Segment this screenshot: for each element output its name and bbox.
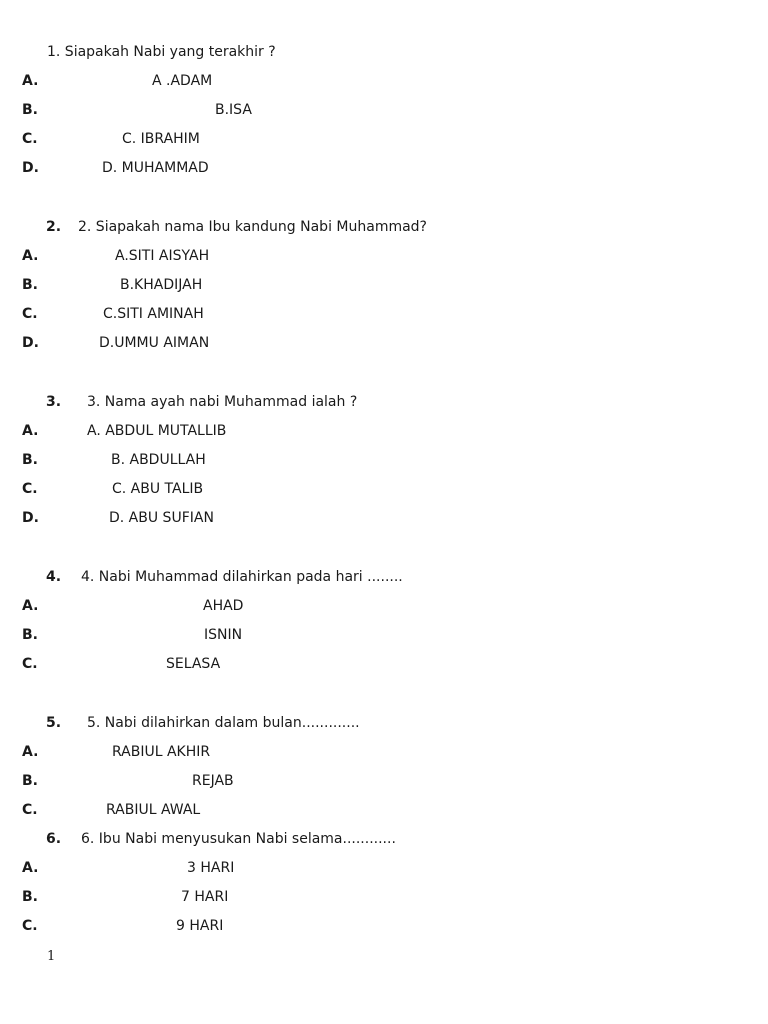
question-6-text: 6. Ibu Nabi menyusukan Nabi selama............ xyxy=(81,831,396,847)
q6-option-b-text: 7 HARI xyxy=(181,889,229,905)
question-4-number: 4. xyxy=(46,569,62,585)
q6-option-b-letter: B. xyxy=(22,889,38,905)
question-2-number: 2. xyxy=(46,219,62,235)
q5-option-a-letter: A. xyxy=(22,744,39,760)
q6-option-c-text: 9 HARI xyxy=(176,918,224,934)
q1-option-b-letter: B. xyxy=(22,102,38,118)
q1-option-a-text: A .ADAM xyxy=(152,73,213,89)
question-4-text: 4. Nabi Muhammad dilahirkan pada hari ........ xyxy=(81,569,403,585)
question-6-number: 6. xyxy=(46,831,62,847)
q1-option-d-text: D. MUHAMMAD xyxy=(102,160,209,176)
q3-option-c-text: C. ABU TALIB xyxy=(112,481,204,497)
q2-option-c-letter: C. xyxy=(22,306,38,322)
question-3-text: 3. Nama ayah nabi Muhammad ialah ? xyxy=(87,394,358,410)
q2-option-b-letter: B. xyxy=(22,277,38,293)
q2-option-b-text: B.KHADIJAH xyxy=(120,277,203,293)
q3-option-c-letter: C. xyxy=(22,481,38,497)
question-5-number: 5. xyxy=(46,715,62,731)
q1-option-b-text: B.ISA xyxy=(215,102,252,118)
q3-option-a-text: A. ABDUL MUTALLIB xyxy=(87,423,227,439)
q4-option-a-letter: A. xyxy=(22,598,39,614)
q2-option-d-letter: D. xyxy=(22,335,39,351)
q6-option-a-letter: A. xyxy=(22,860,39,876)
q5-option-a-text: RABIUL AKHIR xyxy=(112,744,211,760)
q2-option-a-letter: A. xyxy=(22,248,39,264)
page-number: 1 xyxy=(47,949,56,964)
q6-option-a-text: 3 HARI xyxy=(187,860,235,876)
q3-option-d-letter: D. xyxy=(22,510,39,526)
q6-option-c-letter: C. xyxy=(22,918,38,934)
q2-option-c-text: C.SITI AMINAH xyxy=(103,306,204,322)
q5-option-b-letter: B. xyxy=(22,773,38,789)
q4-option-a-text: AHAD xyxy=(203,598,244,614)
q5-option-c-letter: C. xyxy=(22,802,38,818)
q4-option-b-letter: B. xyxy=(22,627,38,643)
q5-option-b-text: REJAB xyxy=(192,773,234,789)
q4-option-b-text: ISNIN xyxy=(204,627,243,643)
question-3-number: 3. xyxy=(46,394,62,410)
q3-option-b-text: B. ABDULLAH xyxy=(111,452,206,468)
q4-option-c-text: SELASA xyxy=(166,656,221,672)
q4-option-c-letter: C. xyxy=(22,656,38,672)
q2-option-d-text: D.UMMU AIMAN xyxy=(99,335,210,351)
q1-option-a-letter: A. xyxy=(22,73,39,89)
q3-option-b-letter: B. xyxy=(22,452,38,468)
question-5-text: 5. Nabi dilahirkan dalam bulan............. xyxy=(87,715,360,731)
question-2-text: 2. Siapakah nama Ibu kandung Nabi Muhammad? xyxy=(78,219,427,235)
q3-option-a-letter: A. xyxy=(22,423,39,439)
q3-option-d-text: D. ABU SUFIAN xyxy=(109,510,214,526)
question-1-text: 1. Siapakah Nabi yang terakhir ? xyxy=(47,44,276,60)
q1-option-c-text: C. IBRAHIM xyxy=(122,131,200,147)
q1-option-d-letter: D. xyxy=(22,160,39,176)
q5-option-c-text: RABIUL AWAL xyxy=(106,802,201,818)
q2-option-a-text: A.SITI AISYAH xyxy=(115,248,210,264)
q1-option-c-letter: C. xyxy=(22,131,38,147)
